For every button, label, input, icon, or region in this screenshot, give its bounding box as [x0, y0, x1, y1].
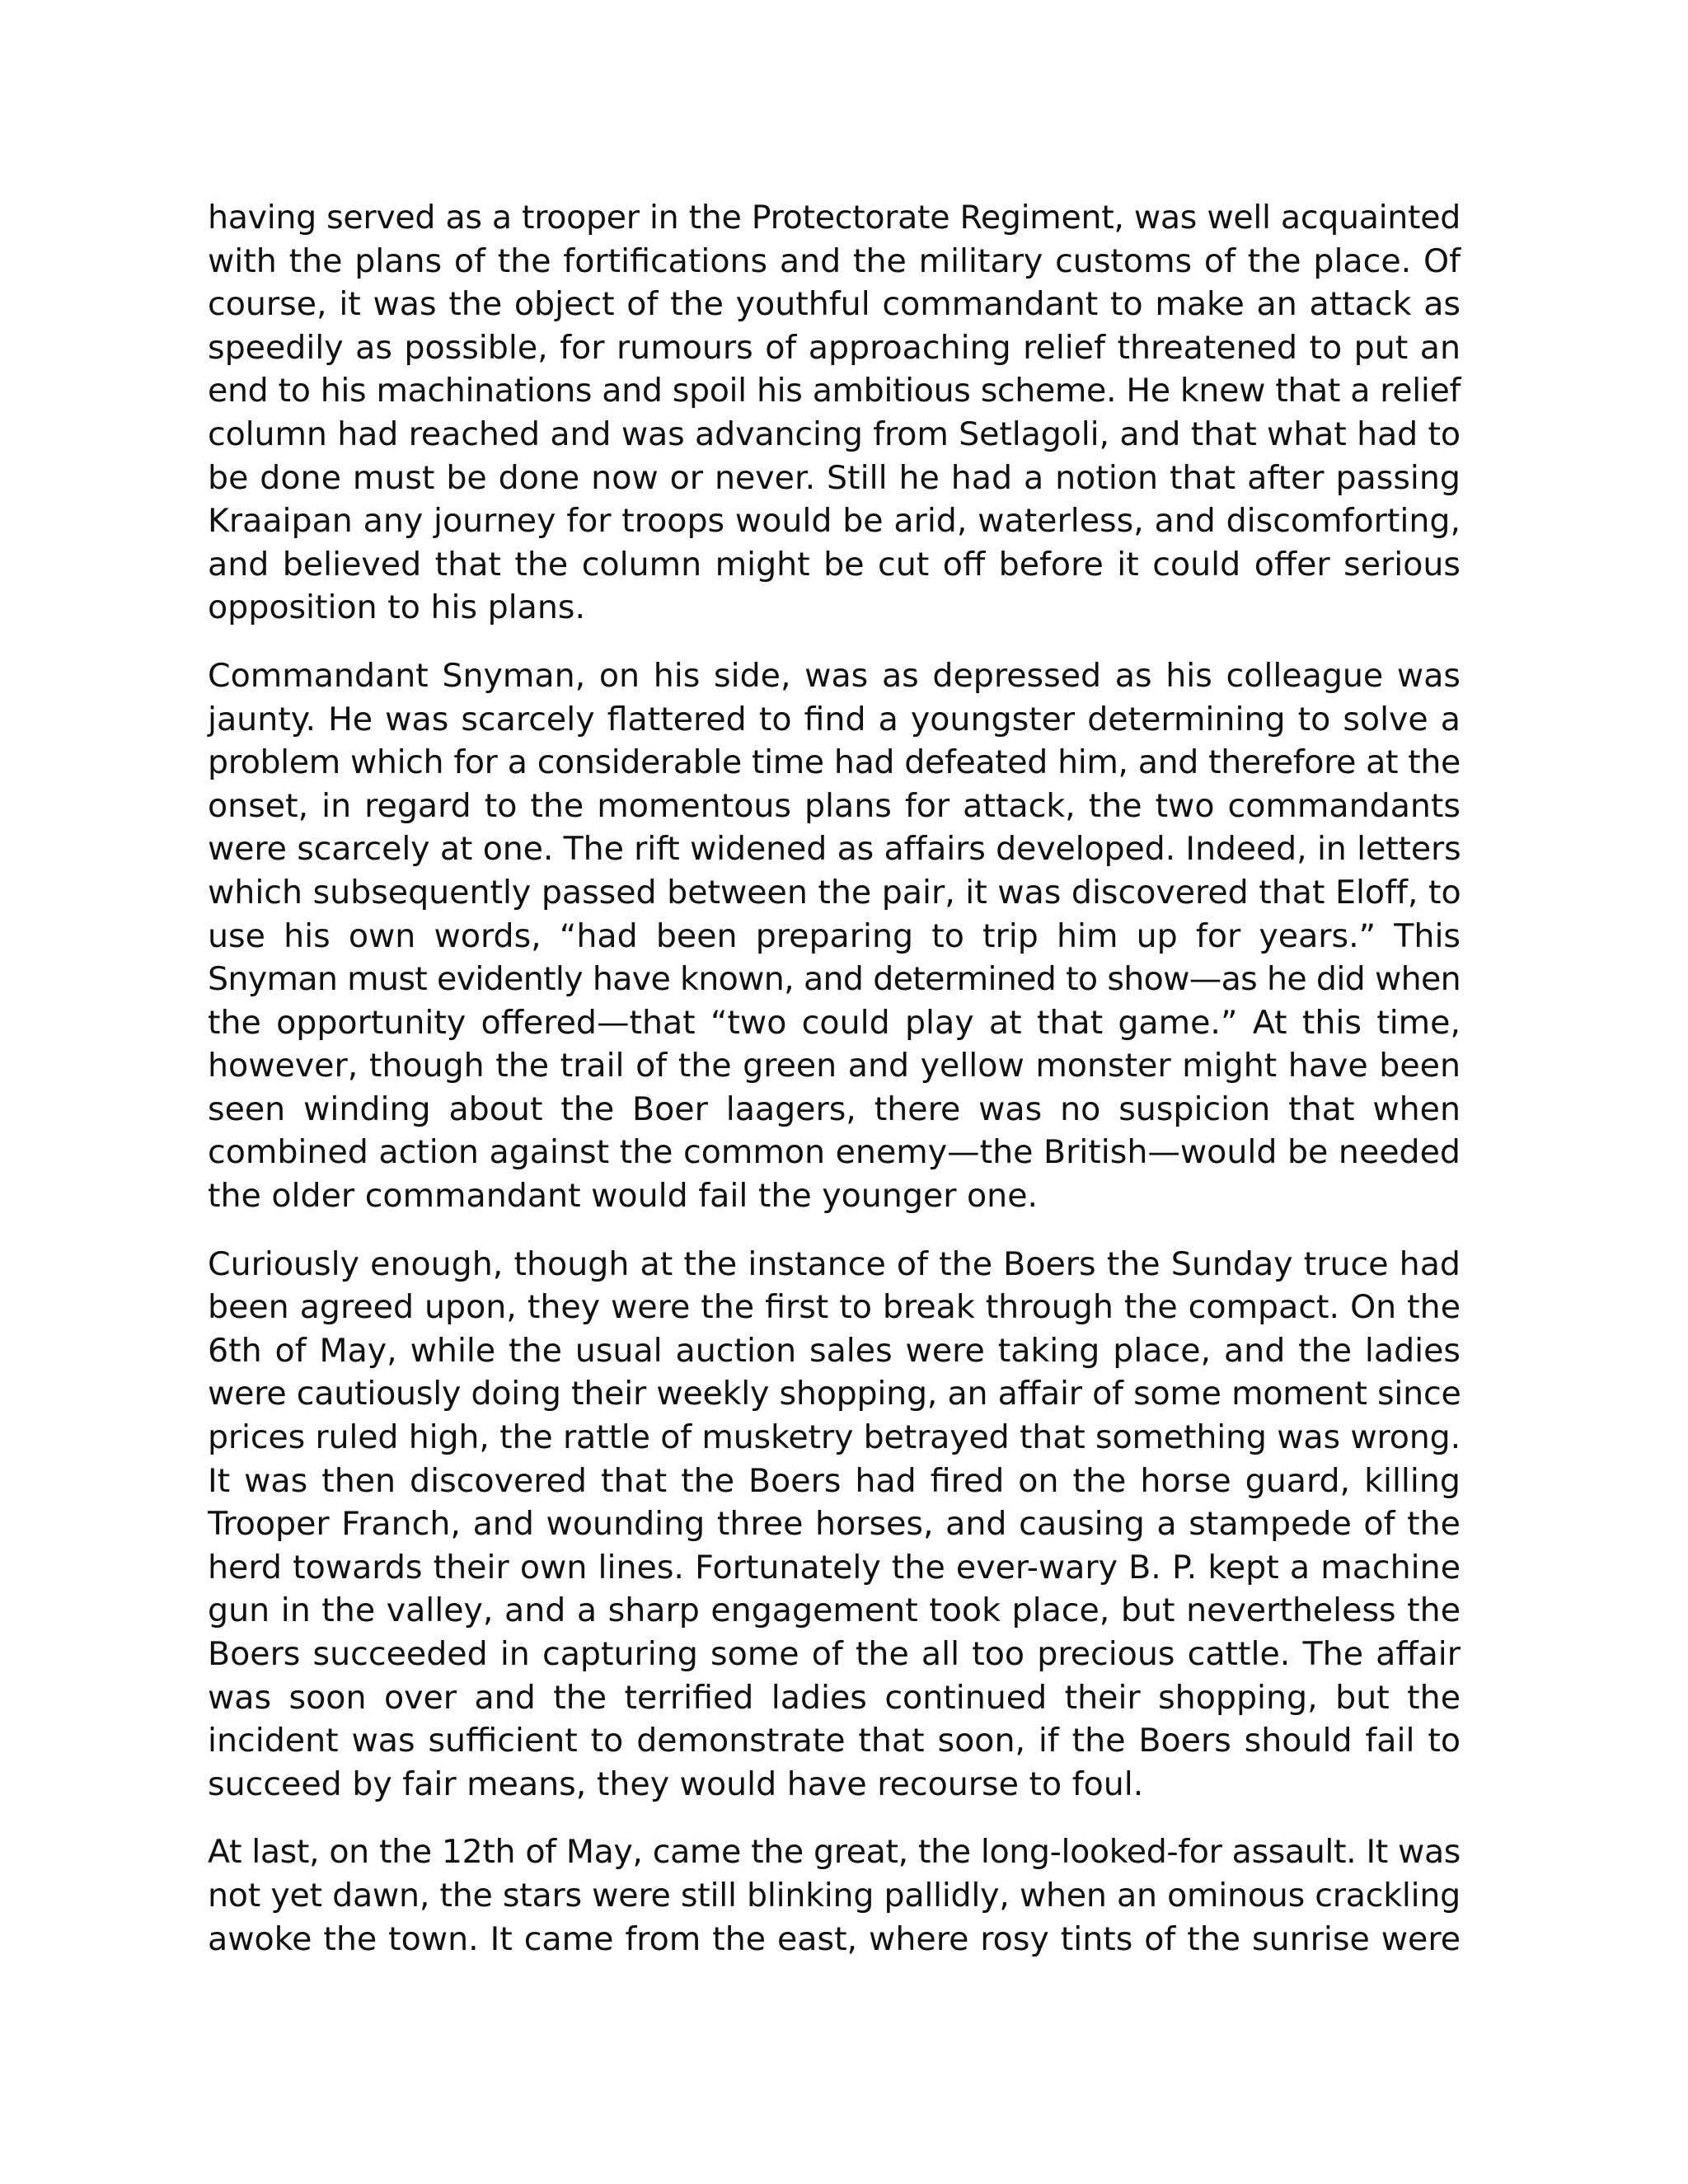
text-line: with the plans of the fortifications and the military customs of the place. Of — [208, 241, 1461, 280]
text-line: It was then discovered that the Boers had fired on the horse guard, killing — [208, 1461, 1461, 1500]
text-line: which subsequently passed between the pair, it was discovered that Eloff, to — [208, 873, 1461, 912]
text-line: and believed that the column might be cut off before it could offer serious — [208, 545, 1461, 583]
paragraph — [208, 1243, 1461, 1807]
text-line: been agreed upon, they were the first to break through the compact. On the — [208, 1288, 1461, 1327]
text-line: Curiously enough, though at the instance of the Boers the Sunday truce had — [208, 1244, 1461, 1283]
body-text — [208, 196, 1461, 1985]
paragraph — [208, 1830, 1461, 1961]
text-line: the opportunity offered—that “two could play at that game.” At this time, — [208, 1003, 1461, 1042]
text-line: succeed by fair means, they would have recourse to foul. — [208, 1765, 1144, 1803]
text-line: were cautiously doing their weekly shopping, an affair of some moment since — [208, 1375, 1461, 1413]
text-line: At last, on the 12th of May, came the great, the long-looked-for assault. It was — [208, 1833, 1461, 1872]
text-line: Boers succeeded in capturing some of the all too precious cattle. The affair — [208, 1635, 1461, 1673]
text-line: use his own words, “had been preparing to trip him up for years.” This — [208, 916, 1461, 955]
text-line: course, it was the object of the youthful commandant to make an attack as — [208, 285, 1461, 324]
text-line: Snyman must evidently have known, and determined to show—as he did when — [208, 960, 1461, 999]
text-line: gun in the valley, and a sharp engagement took place, but nevertheless the — [208, 1591, 1461, 1630]
paragraph — [208, 196, 1461, 630]
text-line: incident was sufficient to demonstrate that soon, if the Boers should fail to — [208, 1722, 1461, 1760]
text-line: the older commandant would fail the younger one. — [208, 1177, 1039, 1216]
text-line: Trooper Franch, and wounding three horses, and causing a stampede of the — [208, 1505, 1461, 1544]
text-line: be done must be done now or never. Still he had a notion that after passing — [208, 458, 1461, 497]
text-line: 6th of May, while the usual auction sales were taking place, and the ladies — [208, 1331, 1461, 1370]
text-line: speedily as possible, for rumours of approaching relief threatened to put an — [208, 328, 1461, 367]
text-line: having served as a trooper in the Protectorate Regiment, was well acquainted — [208, 199, 1461, 237]
text-line: Kraaipan any journey for troops would be arid, waterless, and discomforting, — [208, 502, 1461, 541]
text-line: not yet dawn, the stars were still blinking pallidly, when an ominous crackling — [208, 1876, 1461, 1915]
text-line: jaunty. He was scarcely flattered to find a youngster determining to solve a — [208, 700, 1461, 738]
text-line: seen winding about the Boer laagers, there was no suspicion that when — [208, 1090, 1461, 1128]
text-line: onset, in regard to the momentous plans for attack, the two commandants — [208, 786, 1461, 825]
text-line: were scarcely at one. The rift widened as affairs developed. Indeed, in letters — [208, 830, 1461, 869]
text-line: column had reached and was advancing from Setlagoli, and that what had to — [208, 415, 1461, 453]
text-line: herd towards their own lines. Fortunately the ever-wary B. P. kept a machine — [208, 1548, 1461, 1586]
text-line: was soon over and the terrified ladies continued their shopping, but the — [208, 1678, 1461, 1717]
text-line: end to his machinations and spoil his ambitious scheme. He knew that a relief — [208, 372, 1461, 410]
text-line: prices ruled high, the rattle of musketry betrayed that something was wrong. — [208, 1418, 1461, 1457]
text-line: however, though the trail of the green and yellow monster might have been — [208, 1047, 1461, 1085]
text-line: opposition to his plans. — [208, 588, 586, 627]
text-line: awoke the town. It came from the east, where rosy tints of the sunrise were — [208, 1919, 1461, 1958]
text-line: problem which for a considerable time had defeated him, and therefore at the — [208, 743, 1461, 782]
text-line: combined action against the common enemy—the British—would be needed — [208, 1133, 1461, 1172]
paragraph — [208, 654, 1461, 1218]
text-line: Commandant Snyman, on his side, was as depressed as his colleague was — [208, 656, 1461, 695]
